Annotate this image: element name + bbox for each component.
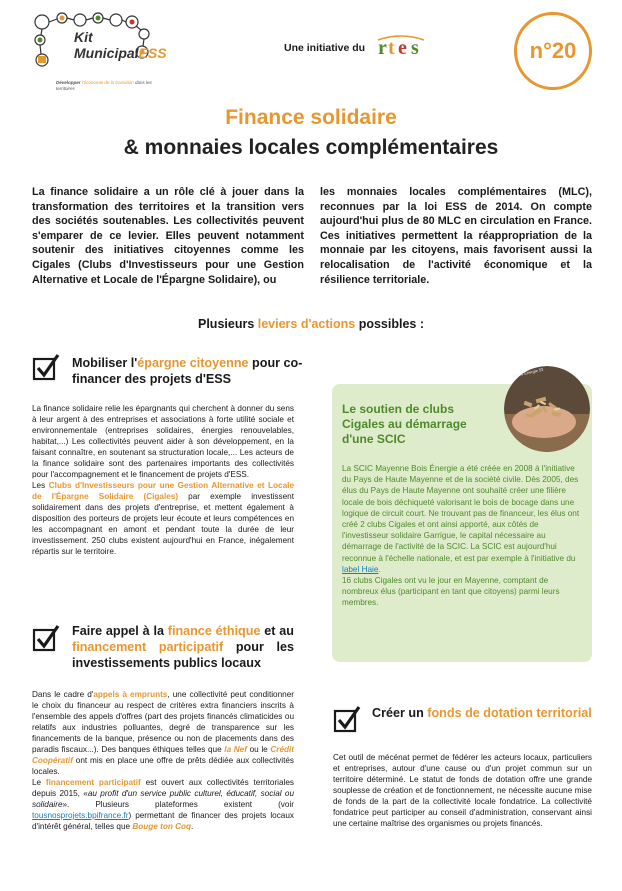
section1-title-a: Mobiliser l': [72, 356, 138, 370]
section2-p1-e: ou le: [246, 745, 271, 754]
logo-tagline-c: dans les territoires: [56, 80, 152, 91]
section2-p1-credit-cooperatif: Crédit Coopératif: [32, 745, 294, 765]
page-title-line1: Finance solidaire: [225, 106, 397, 129]
section2-p2-financement: financement participatif: [45, 778, 141, 787]
section2-title-a: Faire appel à la: [72, 624, 168, 638]
logo-tagline-a: Développer: [56, 80, 81, 85]
section1-title-b: épargne citoyenne: [137, 356, 249, 370]
rtes-logo-icon: [376, 34, 446, 60]
section1-p2-a: Les: [32, 481, 49, 490]
section1-body: [32, 403, 294, 557]
case-study-p1-a: La SCIC Mayenne Bois Énergie a été créée en 2008 à l'initiative du Pays de Haute Mayenne et de la société civile. Dès 2005, des élus du Pays de Haute Mayenne ont souhaité créer une filière locale de bois déchiqueté valorisant le bois de bocage dans une logique de circuit court. Ne trouvant pas de financeur, les élus ont créé 2 clubs Cigales et ont ainsi apporté, aux côtés de l'investisseur solidaire Garrigue, le capital nécessaire au démarrage de l'activité de la SCIC. La SCIC est aujourd'hui reconnue à l'échelle nationale, et est par exemple à l'initiative du: [342, 464, 580, 563]
section2-p1-g: ont mis en place une offre de prêts dédiée aux collectivités locales.: [32, 756, 294, 776]
label-haie-link[interactable]: label Haie: [342, 564, 379, 574]
section2-p1-c: , une collectivité peut conditionner le choix du financeur au respect de critères extra financiers inscrits à l'ensemble des appels d'offres (part des projets financés climaticides ou relatifs aux industries polluantes, degré de transparence sur les financements de la banque, présence ou non de placements dans des paradis fiscaux...). Des banques éthiques telles que: [32, 690, 294, 754]
section3-title-b: fonds de dotation territorial: [427, 706, 592, 720]
logo-ess-text: ESS: [138, 45, 167, 61]
section3-checkbox-icon: [333, 705, 361, 738]
section2-p1-a: Dans le cadre d': [32, 690, 94, 699]
wood-chips-photo: [504, 366, 590, 452]
section2-title-b: finance éthique: [167, 624, 261, 638]
section2-checkbox-icon: [32, 624, 60, 657]
section2-p2-a: Le: [32, 778, 46, 787]
svg-text:r: r: [378, 37, 387, 59]
section1-title-c: pour co-financer des projets d'ESS: [72, 356, 303, 386]
case-study-p1-b: .: [378, 564, 381, 574]
svg-text:s: s: [411, 37, 419, 59]
levers-heading-a: Plusieurs: [198, 317, 258, 331]
levers-heading: [0, 317, 622, 332]
case-study-paragraph2: 16 clubs Cigales ont vu le jour en Mayenne, comptant de nombreux élus (participant en tant que citoyens) parmi leurs membres.: [342, 576, 560, 608]
section1-p2-cigales: Clubs d'Investisseurs pour une Gestion Alternative et Locale de l'Épargne Solidaire (Cigales): [32, 481, 294, 501]
logo-tagline: [56, 80, 166, 91]
svg-text:t: t: [388, 37, 395, 59]
section3-body: Cet outil de mécénat permet de fédérer les acteurs locaux, particuliers et entreprises, autour d'une cause ou d'un projet commun sur un territoire déterminé. Le statut de fonds de dotation offre une grande souplesse de création et de fonctionnement, ne nécessite aucune mise de fonds de la part de la collectivité locale fondatrice. La collectivité fondatrice peut participer au conseil d'administration, conservant ainsi une certaine maîtrise des organismes ou projets financés.: [333, 753, 592, 828]
section2-p2-quote: au profit d'un service public culturel, éducatif, social ou solidaire: [32, 789, 295, 809]
section2-p2-g: ) permettant de financer des projets locaux d'intérêt général, telles que: [32, 811, 294, 831]
section2-title: [72, 623, 294, 671]
svg-text:e: e: [398, 37, 407, 59]
case-study-paragraph1: [342, 463, 582, 575]
section1-paragraph2: [32, 480, 294, 557]
section2-p2-bouge-ton-coq: Bouge ton Coq: [132, 822, 192, 831]
intro-left-column: La finance solidaire a un rôle clé à jouer dans la transformation des territoires et la transition vers des sociétés soutenables. Les collectivités peuvent s'emparer de ce levier. Elles peuvent notamment soutenir des initiatives citoyennes comme les Cigales (Clubs d'Investisseurs pour une Gestion Alternative et Locale de l'Épargne Solidaire), ou: [32, 186, 304, 286]
section2-p2-i: .: [191, 822, 194, 831]
wood-chips-image-icon: [504, 366, 590, 452]
initiative-text: Une initiative du: [284, 42, 366, 54]
section3-title-a: Créer un: [372, 706, 428, 720]
section2-body: [32, 689, 294, 832]
section2-title-e: pour les investissements publics locaux: [72, 640, 295, 670]
section1-p2-c: par exemple investissent solidairement dans des projets d'entreprise, et mettent également à disposition des porteurs de projets leur écoute et leurs compétences en les accompagnant en amont et pendant toute la durée de leur investissement. 250 clubs existent aujourd'hui en France, inégalement répartis sur le territoire.: [32, 492, 294, 556]
section1-paragraph1: La finance solidaire relie les épargnants qui cherchent à donner du sens à leur argent à des entreprises et associations à forte utilité sociale et environnementale (entreprises solidaires, énergies renouvelables, habitat,...) Les collectivités peuvent aider à son développement, en la faisant connaître, en soutenant sa structuration locale,... Les acteurs de la finance solidaire sont des partenaires importants des collectivités pour l'accompagnement et le financement de projets d'ESS.: [32, 404, 294, 479]
case-study-body: [342, 463, 582, 609]
section2-p1-appels: appels à emprunts: [93, 690, 168, 699]
section3-title: [372, 705, 592, 721]
issue-number-badge: [514, 12, 592, 90]
bpifrance-link[interactable]: tousnosprojets.bpifrance.fr: [32, 811, 129, 820]
logo-municipal-ess-text: [74, 46, 167, 60]
section2-title-d: financement participatif: [72, 640, 224, 654]
rtes-logo: [376, 34, 446, 64]
section2-paragraph1: [32, 689, 294, 777]
section2-p2-c: est ouvert aux collectivités territoriales depuis 2015, «: [32, 778, 294, 798]
section1-checkbox-icon: [32, 353, 60, 386]
logo-municipal-text: Municipal: [74, 45, 139, 61]
issue-number: n°20: [529, 38, 577, 63]
page-title-line2: & monnaies locales complémentaires: [123, 136, 499, 159]
section2-paragraph2: [32, 777, 294, 832]
levers-heading-c: possibles :: [355, 317, 424, 331]
levers-heading-b: leviers d'actions: [257, 317, 356, 331]
section1-title: [72, 355, 304, 387]
section2-title-c: et au: [260, 624, 294, 638]
logo-kit-text: Kit: [74, 29, 93, 45]
logo-tagline-b: l'économie de la transition: [81, 80, 134, 85]
section2-p2-e: ». Plusieurs plateformes existent (voir: [62, 800, 294, 809]
case-study-title: Le soutien de clubs Cigales au démarrage d'une SCIC: [342, 402, 467, 446]
photo-credit: ©Bois Énergie 53: [512, 366, 544, 379]
section2-p1-nef: la Nef: [224, 745, 247, 754]
intro-right-column: les monnaies locales complémentaires (MLC), reconnues par la loi ESS de 2014. On compte aujourd'hui plus de 80 MLC en circulation en France. Ces initiatives permettent la réappropriation de la monnaie par les citoyens, mais favorisent aussi la relocalisation de l'activité économique et la résilience territoriale.: [320, 186, 592, 286]
